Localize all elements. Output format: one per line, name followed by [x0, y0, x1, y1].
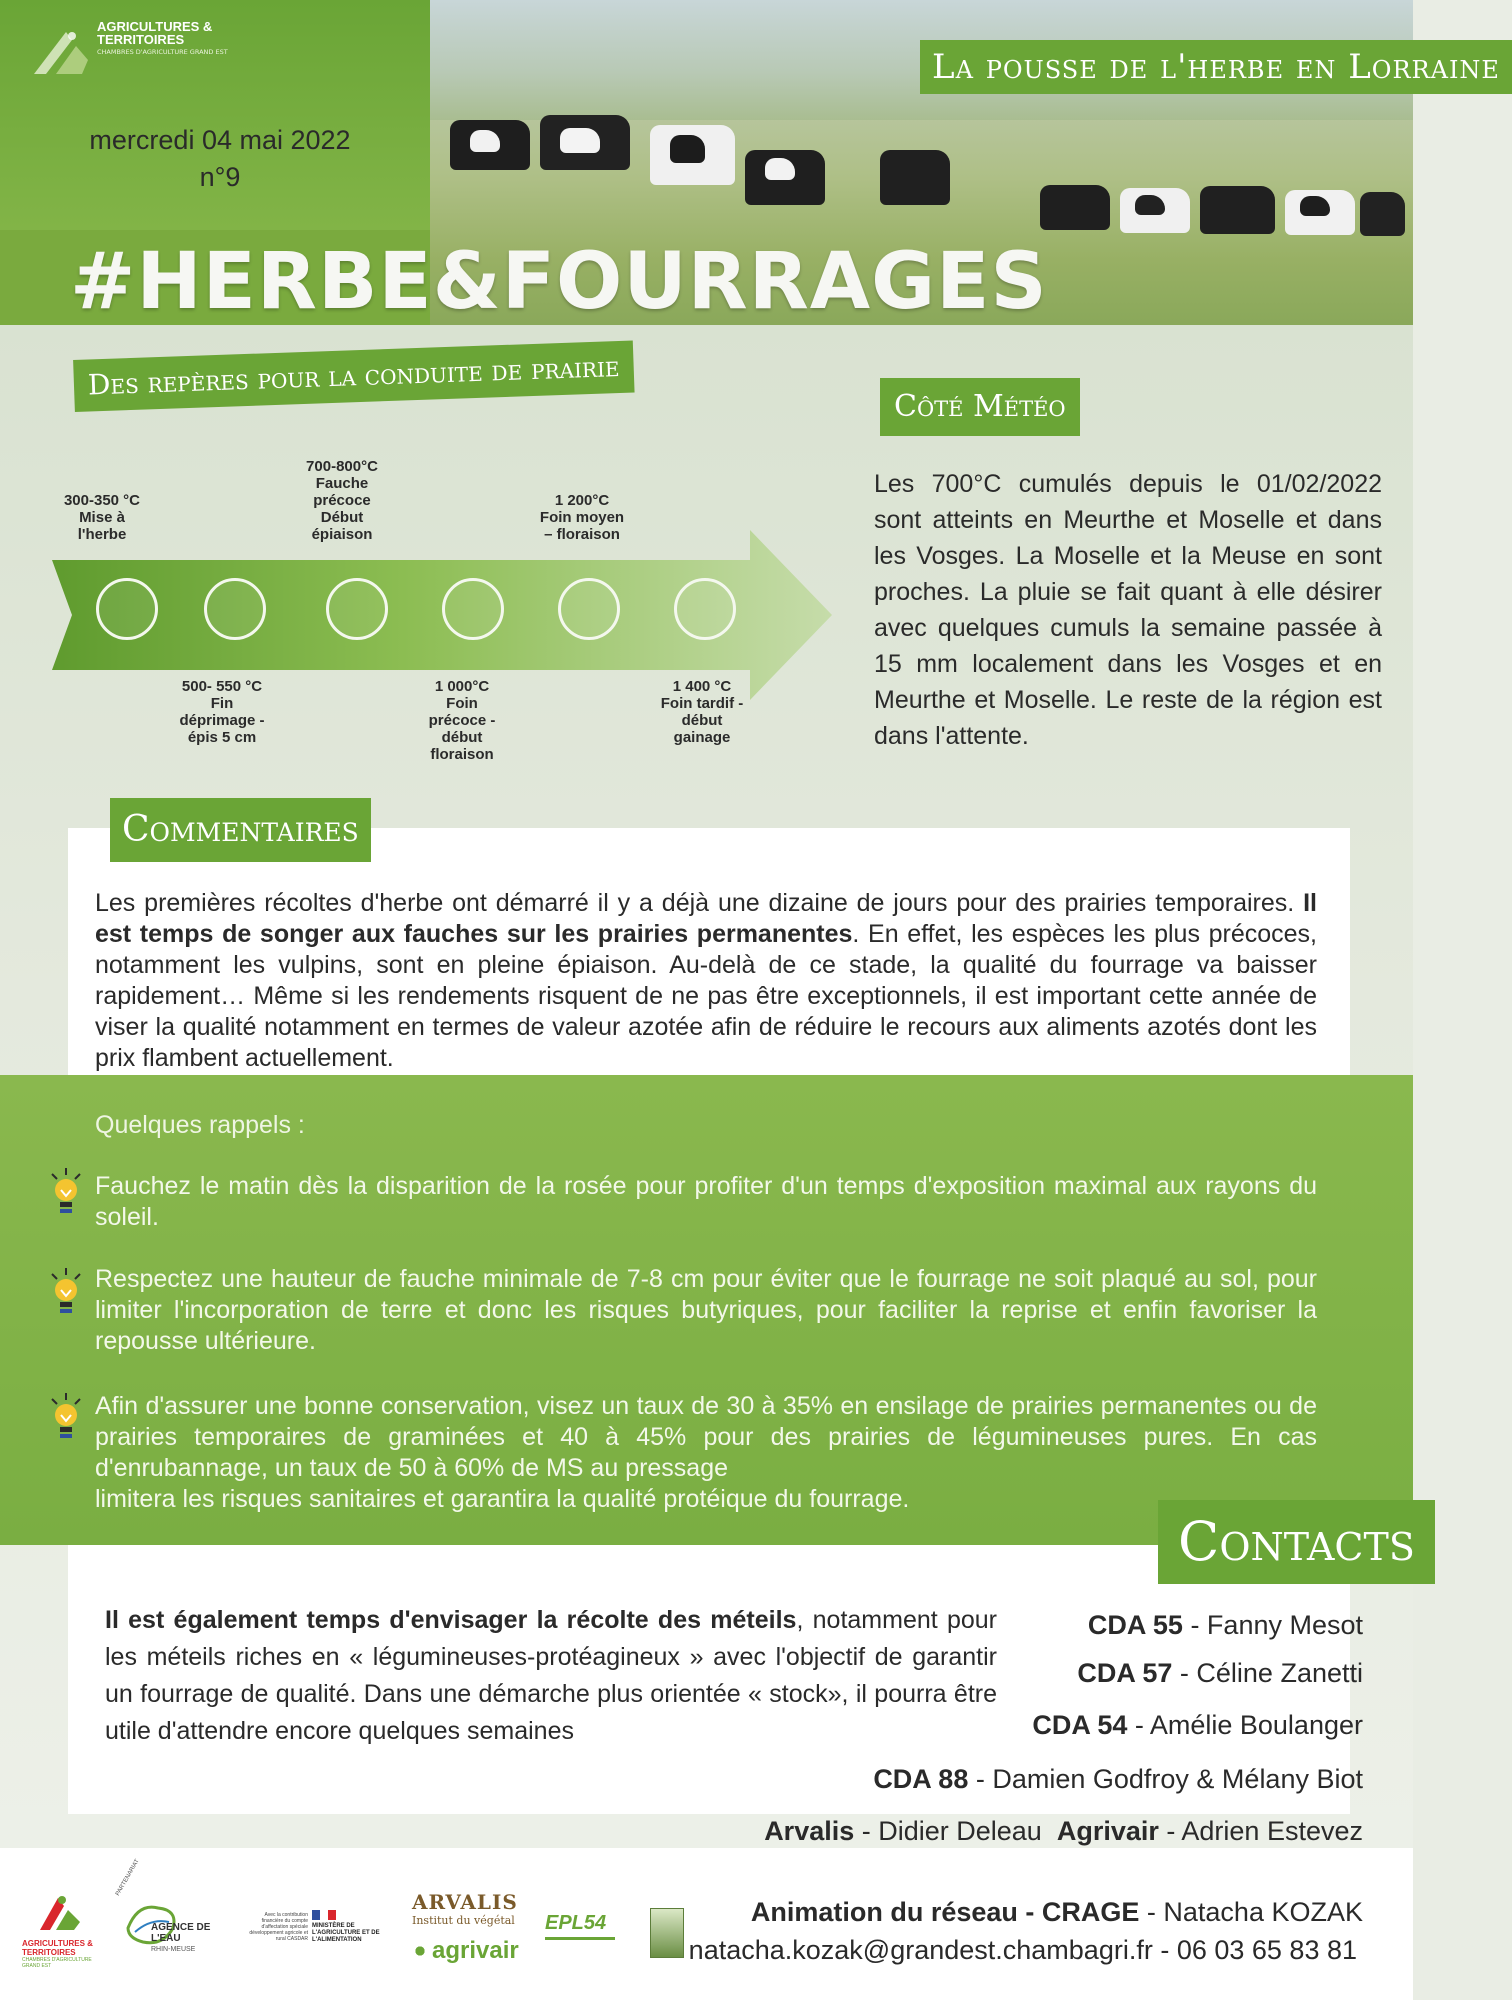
ministere-text: MINISTÈRE DE L'AGRICULTURE ET DE L'ALIMENTATION: [312, 1923, 380, 1943]
timeline-step-label: 500- 550 °C Fin déprimage - épis 5 cm: [179, 678, 265, 746]
arvalis-subtext: Institut du végétal: [412, 1914, 515, 1927]
contact-name: - Didier Deleau: [854, 1816, 1042, 1846]
epl54-text: EPL54: [545, 1912, 607, 1934]
arvalis-text: ARVALIS: [412, 1890, 518, 1914]
logo-text: AGRICULTURES & TERRITOIRES: [97, 19, 213, 47]
title-banner: La pousse de l'herbe en Lorraine: [920, 40, 1512, 94]
timeline-step-label: 700-800°C Fauche précoce Début épiaison: [306, 458, 378, 543]
footer-logo-lycee: [650, 1908, 684, 1958]
chambre-agriculture-logo-icon: [32, 26, 92, 76]
rappel-tip-3: Afin d'assurer une bonne conservation, visez un taux de 30 à 35% en ensilage de prairies permanentes ou de prairies temporaires de graminées et 40 à 45% pour des prairies de légumineuses pures. En cas d'enrubannage, un taux de 50 à 60% de MS au pressage: [95, 1392, 1317, 1482]
timeline-node-1: [96, 578, 158, 640]
footer-logo-ministere: [312, 1910, 392, 1944]
footer-logo-agence-eau: [115, 1858, 235, 1984]
contact-name: - Céline Zanetti: [1172, 1658, 1363, 1688]
rappel-tip-2: Respectez une hauteur de fauche minimale de 7-8 cm pour éviter que le fourrage ne soit plaqué au sol, pour limiter l'incorporation de terre et donc les risques butyriques, pour faciliter la reprise et enfin favoriser la repousse ultérieure.: [95, 1265, 1317, 1355]
commentaires-text-b: . En effet, les espèces les plus précoces, notamment les vulpins, sont en pleine épiaison. Au-delà de ce stade, la qualité du fourrage va baisser rapidement… Même si les rendements risquent de ne pas être exceptionnels, il est important cette année de viser la qualité notamment en termes de valeur azotée afin de réduire le recours aux aliments azotés dont les prix flambent actuellement.: [95, 920, 1317, 1072]
section-title-contacts: Contacts: [1158, 1500, 1435, 1584]
issue-date: mercredi 04 mai 2022: [89, 125, 351, 155]
timeline-step-label: 1 000°C Foin précoce - début floraison: [428, 678, 496, 763]
issue-number: n°9: [199, 162, 241, 192]
section-title-commentaires: Commentaires: [110, 798, 371, 862]
casdar-text: Avec la contribution financière du compte d'affectation spéciale développement agricole et rural CASDAR: [249, 1912, 308, 1942]
logo-subtext: CHAMBRES D'AGRICULTURE GRAND EST: [97, 48, 228, 56]
section-title-meteo: Côté Météo: [880, 378, 1080, 436]
footer-logo-chambre-agriculture: [22, 1892, 102, 1972]
contact-name: - Adrien Estevez: [1158, 1816, 1363, 1846]
rappel-tip-1: Fauchez le matin dès la disparition de la rosée pour profiter d'un temps d'exposition maximal aux rayons du soleil.: [95, 1172, 1317, 1231]
contact-org: CDA 57: [1077, 1658, 1173, 1688]
commentaires-text-bold: Il est temps de songer aux fauches sur les prairies permanentes: [95, 889, 1317, 948]
footer-logo-subtext: CHAMBRES D'AGRICULTURE GRAND EST: [22, 1957, 92, 1969]
contact-arvalis-agrivair: [764, 1816, 1363, 1847]
timeline-node-3: [326, 578, 388, 640]
contact-org: Agrivair: [1056, 1816, 1159, 1846]
chambre-agriculture-logo: [32, 14, 232, 84]
french-flag-icon: [312, 1910, 336, 1920]
agence-eau-text: AGENCE DE L'EAU: [151, 1922, 211, 1944]
partenariat-label: PARTENARIAT: [115, 1858, 141, 1897]
timeline-step-label: 1 200°C Foin moyen – floraison: [539, 492, 625, 543]
contact-org: CDA 55: [1087, 1610, 1183, 1640]
commentaires-paragraph: [95, 888, 1317, 1074]
meteo-paragraph: Les 700°C cumulés depuis le 01/02/2022 sont atteints en Meurthe et Moselle et dans les Vosges. La Moselle et la Meuse en sont proches. La pluie se fait quant à elle désirer avec quelques cumuls la semaine passée à 15 mm localement dans les Vosges et en Meurthe et Moselle. Le reste de la région est dans l'attente.: [874, 470, 1382, 750]
contact-cda54: [1032, 1710, 1363, 1741]
agrivair-logo: [412, 1937, 532, 1965]
footer-logo-text: AGRICULTURES & TERRITOIRES: [22, 1939, 93, 1957]
agrivair-text: agrivair: [432, 1937, 519, 1964]
commentaires-text-a: Les premières récoltes d'herbe ont démarré il y a déjà une dizaine de jours pour des prairies temporaires.: [95, 889, 1304, 917]
animator-org: Animation du réseau - CRAGE: [750, 1897, 1140, 1927]
footer-logo-epl54: [545, 1912, 635, 1940]
chambre-agriculture-footer-icon: [22, 1892, 102, 1932]
timeline-node-2: [204, 578, 266, 640]
timeline-step-label: 1 400 °C Foin tardif - début gainage: [660, 678, 744, 746]
meteils-text: , notamment pour les méteils riches en « légumineuses-protéagineux » avec l'objectif de garantir un fourrage de qualité. Dans une démarche plus orientée « stock», il pourra être utile d'attendre encore quelques semaines: [105, 1606, 998, 1745]
meteils-bold: Il est également temps d'envisager la récolte des méteils: [105, 1606, 797, 1634]
footer-logo-casdar: [248, 1912, 308, 1942]
contact-name: - Fanny Mesot: [1182, 1610, 1363, 1640]
rappels-title: Quelques rappels :: [95, 1111, 305, 1139]
contact-cda55: [1088, 1610, 1363, 1641]
contact-cda88: [873, 1764, 1363, 1795]
contact-email-phone: natacha.kozak@grandest.chambagri.fr - 06 03 65 83 81: [688, 1935, 1357, 1965]
timeline-node-4: [442, 578, 504, 640]
contact-name: - Damien Godfroy & Mélany Biot: [968, 1764, 1363, 1794]
section-title-reperes: Des repères pour la conduite de prairie: [73, 340, 634, 412]
agence-eau-subtext: RHIN-MEUSE: [151, 1946, 196, 1953]
rappel-tip-3-end: limitera les risques sanitaires et garantira la qualité protéique du fourrage.: [95, 1485, 910, 1513]
contact-org: Arvalis: [764, 1816, 855, 1846]
lightbulb-icon: [48, 1393, 84, 1445]
network-animator: [751, 1897, 1363, 1928]
main-title: #HERBE&FOURRAGES: [70, 237, 1048, 327]
timeline-node-5: [558, 578, 620, 640]
timeline-node-6: [674, 578, 736, 640]
epl54-underline: [545, 1937, 615, 1940]
lightbulb-icon: [48, 1168, 84, 1220]
agrivair-leaf-icon: [412, 1943, 428, 1959]
timeline-step-label: 300-350 °C Mise à l'herbe: [63, 492, 141, 543]
contact-cda57: [1077, 1658, 1363, 1689]
meteils-paragraph: [105, 1602, 997, 1750]
contact-name: - Amélie Boulanger: [1127, 1710, 1363, 1740]
animator-name: - Natacha KOZAK: [1139, 1897, 1363, 1927]
contact-org: CDA 88: [873, 1764, 969, 1794]
footer-logo-arvalis: [412, 1890, 532, 1965]
contact-org: CDA 54: [1032, 1710, 1128, 1740]
lightbulb-icon: [48, 1268, 84, 1320]
